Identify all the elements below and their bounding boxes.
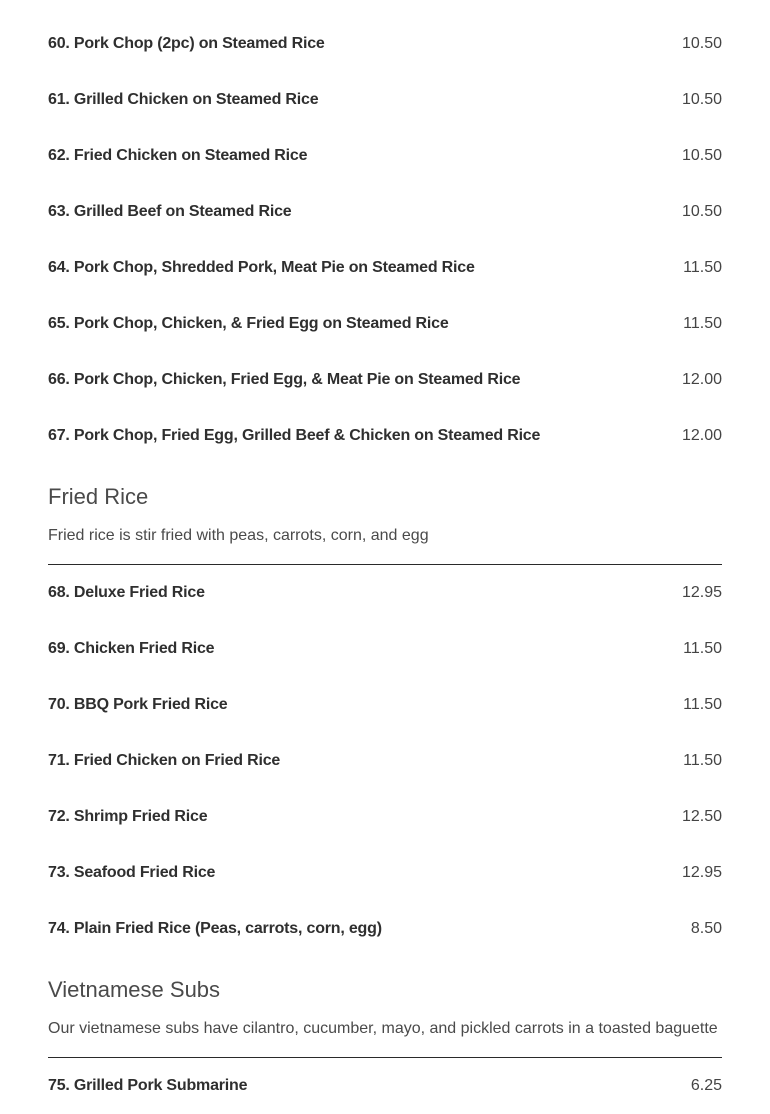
menu-item-name: 73. Seafood Fried Rice bbox=[48, 864, 216, 881]
menu-item[interactable] bbox=[48, 16, 722, 72]
menu-item[interactable] bbox=[48, 621, 722, 677]
menu-item-name: 61. Grilled Chicken on Steamed Rice bbox=[48, 91, 319, 108]
menu-item[interactable] bbox=[48, 296, 722, 352]
menu-item[interactable] bbox=[48, 1058, 722, 1114]
menu-item[interactable] bbox=[48, 128, 722, 184]
menu-item[interactable] bbox=[48, 677, 722, 733]
menu-item-price: 8.50 bbox=[690, 920, 722, 937]
menu-item[interactable] bbox=[48, 901, 722, 957]
menu-item[interactable] bbox=[48, 352, 722, 408]
menu-item-price: 12.95 bbox=[681, 864, 722, 881]
menu-item[interactable] bbox=[48, 72, 722, 128]
menu-item-price: 12.00 bbox=[681, 427, 722, 444]
menu-item-name: 70. BBQ Pork Fried Rice bbox=[48, 696, 228, 713]
menu-item-price: 6.25 bbox=[690, 1077, 722, 1094]
menu-item[interactable] bbox=[48, 240, 722, 296]
menu-item-price: 11.50 bbox=[683, 259, 722, 276]
menu-item[interactable] bbox=[48, 845, 722, 901]
menu-item-name: 74. Plain Fried Rice (Peas, carrots, corn, egg) bbox=[48, 920, 382, 937]
menu-item-price: 11.50 bbox=[683, 752, 722, 769]
menu-item-name: 67. Pork Chop, Fried Egg, Grilled Beef & Chicken on Steamed Rice bbox=[48, 427, 541, 444]
section-description: Our vietnamese subs have cilantro, cucumber, mayo, and pickled carrots in a toasted baguette bbox=[48, 1020, 718, 1037]
menu-section-vietnamese-subs bbox=[48, 975, 722, 1114]
section-title: Fried Rice bbox=[48, 484, 149, 509]
menu-item-price: 11.50 bbox=[683, 315, 722, 332]
menu-item-name: 66. Pork Chop, Chicken, Fried Egg, & Meat Pie on Steamed Rice bbox=[48, 371, 521, 388]
menu-item-price: 10.50 bbox=[681, 91, 722, 108]
menu-section-rice-plates bbox=[48, 16, 722, 464]
menu-list bbox=[48, 16, 722, 1114]
menu-section-fried-rice bbox=[48, 482, 722, 957]
menu-item-price: 10.50 bbox=[681, 203, 722, 220]
menu-item-name: 72. Shrimp Fried Rice bbox=[48, 808, 208, 825]
menu-item-name: 69. Chicken Fried Rice bbox=[48, 640, 215, 657]
menu-item-name: 62. Fried Chicken on Steamed Rice bbox=[48, 147, 308, 164]
menu-item[interactable] bbox=[48, 733, 722, 789]
menu-item-name: 60. Pork Chop (2pc) on Steamed Rice bbox=[48, 35, 325, 52]
section-title: Vietnamese Subs bbox=[48, 977, 221, 1002]
menu-item-price: 11.50 bbox=[683, 640, 722, 657]
menu-item[interactable] bbox=[48, 408, 722, 464]
menu-item-name: 68. Deluxe Fried Rice bbox=[48, 584, 205, 601]
menu-item-name: 71. Fried Chicken on Fried Rice bbox=[48, 752, 281, 769]
menu-item-price: 12.50 bbox=[681, 808, 722, 825]
menu-item-price: 10.50 bbox=[681, 35, 722, 52]
menu-item-price: 11.50 bbox=[683, 696, 722, 713]
menu-item[interactable] bbox=[48, 565, 722, 621]
menu-item-price: 12.95 bbox=[681, 584, 722, 601]
menu-item-name: 75. Grilled Pork Submarine bbox=[48, 1077, 248, 1094]
menu-item-price: 10.50 bbox=[681, 147, 722, 164]
menu-item-name: 64. Pork Chop, Shredded Pork, Meat Pie on Steamed Rice bbox=[48, 259, 475, 276]
menu-item[interactable] bbox=[48, 184, 722, 240]
menu-item-price: 12.00 bbox=[681, 371, 722, 388]
menu-item[interactable] bbox=[48, 789, 722, 845]
menu-item-name: 63. Grilled Beef on Steamed Rice bbox=[48, 203, 292, 220]
menu-item-name: 65. Pork Chop, Chicken, & Fried Egg on Steamed Rice bbox=[48, 315, 449, 332]
section-description: Fried rice is stir fried with peas, carrots, corn, and egg bbox=[48, 527, 429, 544]
